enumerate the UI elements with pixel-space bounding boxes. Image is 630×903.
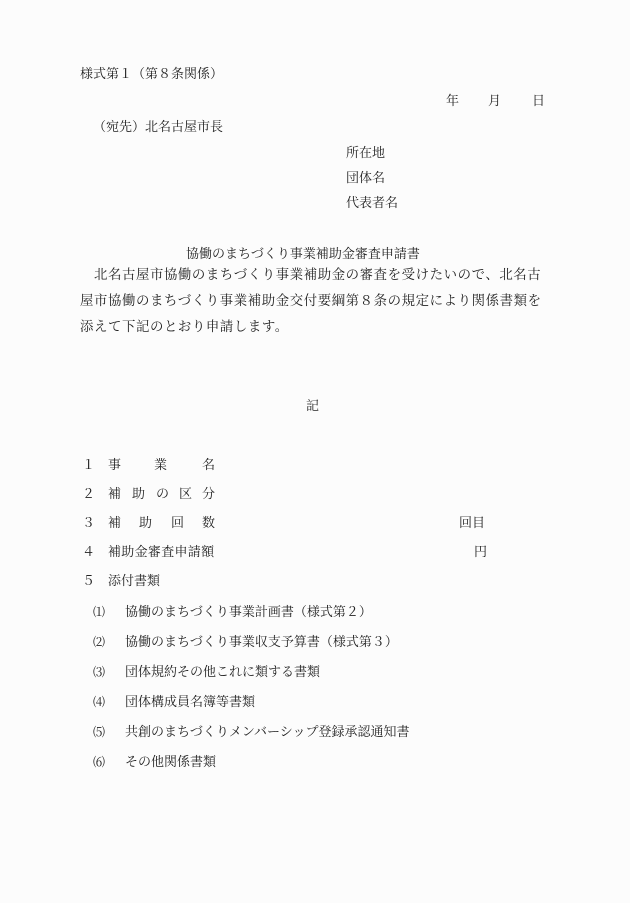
field-representative-label: 代表者名 [346, 196, 399, 211]
item-number: ５ [82, 574, 96, 589]
attachment-text: 協働のまちづくり事業計画書（様式第２） [125, 605, 372, 620]
attachment-item [93, 694, 255, 711]
item-number: ４ [82, 545, 96, 560]
item-number: １ [82, 458, 96, 473]
body-paragraph [80, 263, 550, 341]
attachment-number: ⑹ [93, 755, 106, 769]
attachment-item [93, 754, 216, 771]
date-month-label: 月 [488, 94, 502, 109]
item-label-char: 事 [108, 458, 122, 473]
attachment-item [93, 604, 372, 621]
attachment-text: 協働のまちづくり事業収支予算書（様式第３） [125, 635, 398, 650]
item-label-char: 分 [202, 487, 216, 502]
item-label-char: の [156, 487, 170, 502]
item-3 [82, 516, 216, 532]
form-number: 様式第１（第８条関係） [80, 67, 224, 82]
field-address-label: 所在地 [346, 146, 386, 161]
date-day-label: 日 [532, 94, 546, 109]
attachment-number: ⑵ [93, 635, 106, 649]
item-number: ２ [82, 487, 96, 502]
attachment-text: その他関係書類 [125, 755, 217, 770]
item-label-char: 回 [171, 516, 185, 531]
date-year-label: 年 [446, 94, 460, 109]
item-4 [82, 545, 215, 561]
item-5 [82, 574, 161, 590]
attachment-text: 団体構成員名簿等書類 [125, 695, 256, 710]
item-label-char: 業 [154, 458, 168, 473]
attachment-number: ⑷ [93, 695, 106, 709]
item-label-char: 区 [179, 487, 193, 502]
item-label-char: 助 [139, 516, 153, 531]
field-organization-label: 団体名 [346, 171, 386, 186]
attachment-text: 団体規約その他これに類する書類 [125, 665, 321, 680]
item-2 [82, 487, 216, 503]
attachment-number: ⑴ [93, 605, 106, 619]
item-label-char: 助 [132, 487, 146, 502]
document-title: 協働のまちづくり事業補助金審査申請書 [186, 247, 420, 262]
body-line: 屋市協働のまちづくり事業補助金交付要綱第８条の規定により関係書類を [80, 294, 542, 309]
item-label-char: 補 [108, 487, 122, 502]
item-label-char: 補 [108, 516, 122, 531]
addressee: （宛先）北名古屋市長 [93, 120, 224, 135]
item-label-char: 数 [202, 516, 216, 531]
attachment-item [93, 724, 409, 741]
attachment-item [93, 664, 320, 681]
item-label-char: 名 [202, 458, 216, 473]
item-3-suffix: 回目 [459, 516, 486, 531]
body-line: 添えて下記のとおり申請します。 [80, 320, 289, 335]
attachment-item [93, 634, 398, 651]
item-number: ３ [82, 516, 96, 531]
body-line: 北名古屋市協働のまちづくり事業補助金の審査を受けたいので、北名古 [80, 268, 542, 283]
item-label: 補助金審査申請額 [108, 545, 215, 560]
ki-heading: 記 [306, 399, 320, 414]
item-1 [82, 458, 216, 474]
attachment-number: ⑶ [93, 665, 106, 679]
attachment-number: ⑸ [93, 725, 106, 739]
item-4-suffix: 円 [474, 545, 488, 560]
item-label: 添付書類 [108, 574, 161, 589]
attachment-text: 共創のまちづくりメンバーシップ登録承認通知書 [125, 725, 410, 740]
